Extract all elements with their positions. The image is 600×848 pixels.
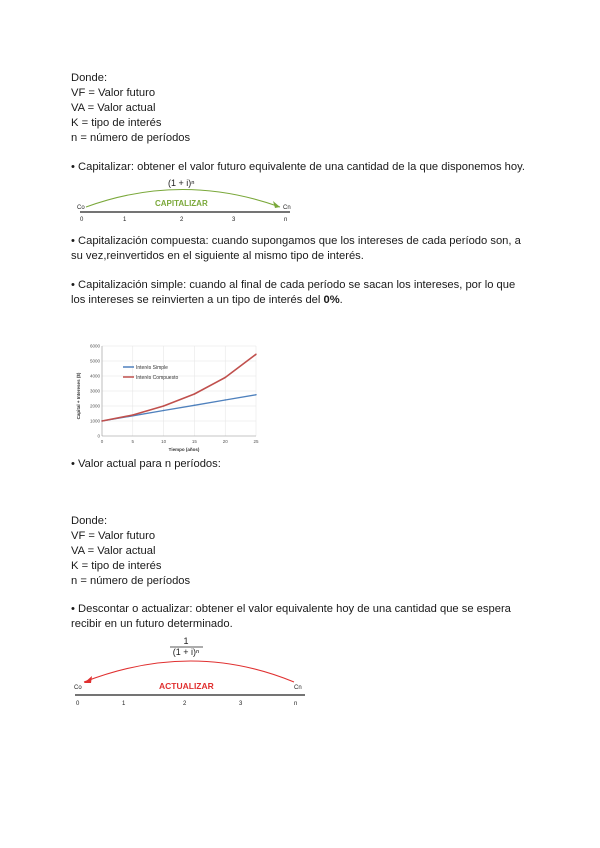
chart-ytick-label: 3000 — [89, 388, 100, 394]
bullet-descontar: • Descontar o actualizar: obtener el valor equivalente hoy de una cantidad que se espera recibir en un futuro determinado. — [71, 603, 511, 630]
bullet-capitalizar-text: • Capitalizar: obtener el valor futuro equivalente de una cantidad de la que disponemos hoy. — [71, 161, 525, 173]
legend-simple-label: Interés Simple — [136, 365, 168, 371]
capitalizar-tick-n: n — [284, 217, 288, 223]
chart-point-compuesto — [255, 354, 256, 355]
actualizar-label: ACTUALIZAR — [159, 681, 214, 691]
capitalizar-tick-2: 2 — [180, 217, 184, 223]
chart-ytick-label: 0 — [97, 433, 100, 439]
interest-chart — [72, 338, 268, 454]
chart-point-simple — [194, 405, 195, 406]
capitalizar-arrowhead — [273, 201, 280, 208]
bullet-compuesta: • Capitalización compuesta: cuando supongamos que los intereses de cada período son, a su vez,reinvertidos en el siguiente al mismo tipo de interés. — [71, 235, 521, 262]
bullet-valor-actual — [71, 457, 541, 472]
chart-xtick-label: 5 — [131, 439, 135, 444]
actualizar-tick-1: 1 — [122, 701, 126, 707]
chart-ytick-label: 1000 — [89, 418, 100, 424]
actualizar-arrowhead — [84, 676, 92, 683]
definition-vf: VF = Valor futuro — [71, 87, 156, 99]
capitalizar-tick-0: 0 — [80, 217, 84, 223]
definition-va: VA = Valor actual — [71, 102, 156, 114]
capitalizar-start: Co — [77, 205, 85, 211]
actualizar-diagram — [72, 632, 312, 710]
definitions-heading-2: Donde: — [71, 515, 108, 527]
capitalizar-end: Cn — [283, 205, 291, 211]
legend-compuesto-label: Interés Compuesto — [136, 375, 179, 381]
bullet-valor-actual-text: • Valor actual para n períodos: — [71, 458, 221, 470]
actualizar-arc — [84, 661, 294, 682]
definition-va-2: VA = Valor actual — [71, 545, 156, 557]
actualizar-end: Cn — [294, 685, 302, 691]
definitions-block-2 — [71, 514, 541, 589]
actualizar-tick-n: n — [294, 701, 298, 707]
actualizar-formula-num: 1 — [183, 636, 189, 646]
chart-ytick-label: 5000 — [89, 358, 100, 364]
chart-ytick-label: 4000 — [89, 373, 100, 379]
chart-grid — [102, 346, 256, 436]
definition-n: n = número de períodos — [71, 132, 191, 144]
actualizar-tick-3: 3 — [239, 701, 243, 707]
chart-xtick-label: 25 — [253, 439, 259, 444]
chart-ytick-label: 2000 — [89, 403, 100, 409]
chart-point-compuesto — [194, 393, 195, 394]
bullet-simple-suffix: . — [339, 294, 343, 306]
definition-k-2: K = tipo de interés — [71, 560, 162, 572]
chart-xlabel: Tiempo (años) — [168, 447, 200, 452]
definition-k: K = tipo de interés — [71, 117, 162, 129]
chart-point-simple — [163, 410, 164, 411]
capitalizar-tick-3: 3 — [232, 217, 236, 223]
actualizar-tick-2: 2 — [183, 701, 187, 707]
bullet-simple-bold: 0% — [323, 294, 340, 306]
chart-ylabel: Capital + Intereses ($) — [76, 372, 81, 420]
actualizar-start: Co — [74, 685, 82, 691]
chart-point-compuesto — [225, 377, 226, 378]
chart-series — [101, 354, 256, 422]
chart-point-compuesto — [132, 414, 133, 415]
bullet-simple — [71, 278, 523, 308]
definition-vf-2: VF = Valor futuro — [71, 530, 156, 542]
chart-xtick-label: 20 — [222, 439, 228, 444]
chart-ytick-label: 6000 — [89, 343, 100, 349]
chart-xtick-label: 10 — [161, 439, 167, 444]
actualizar-formula-den: (1 + i)ⁿ — [172, 647, 200, 657]
chart-series-line-compuesto — [102, 354, 256, 421]
definition-n-2: n = número de períodos — [71, 575, 191, 587]
capitalizar-formula: (1 + i)ⁿ — [168, 178, 195, 188]
bullet-capitalizar — [71, 160, 551, 175]
chart-point-simple — [225, 399, 226, 400]
chart-xtick-label: 0 — [100, 439, 104, 444]
definitions-block-1 — [71, 71, 541, 146]
chart-point-compuesto — [163, 405, 164, 406]
chart-point-compuesto — [101, 420, 102, 421]
actualizar-tick-0: 0 — [76, 701, 80, 707]
capitalizar-diagram — [72, 176, 302, 224]
chart-legend — [123, 365, 178, 381]
capitalizar-label: CAPITALIZAR — [155, 199, 208, 208]
chart-point-simple — [255, 394, 256, 395]
chart-ticks — [90, 344, 259, 445]
definitions-heading: Donde: — [71, 72, 108, 84]
chart-xtick-label: 15 — [191, 439, 197, 444]
bullet-simple-text: • Capitalización simple: cuando al final de cada período se sacan los intereses, por lo que los intereses se reinvierten a un tipo de interés del — [71, 279, 516, 306]
capitalizar-tick-1: 1 — [123, 217, 127, 223]
